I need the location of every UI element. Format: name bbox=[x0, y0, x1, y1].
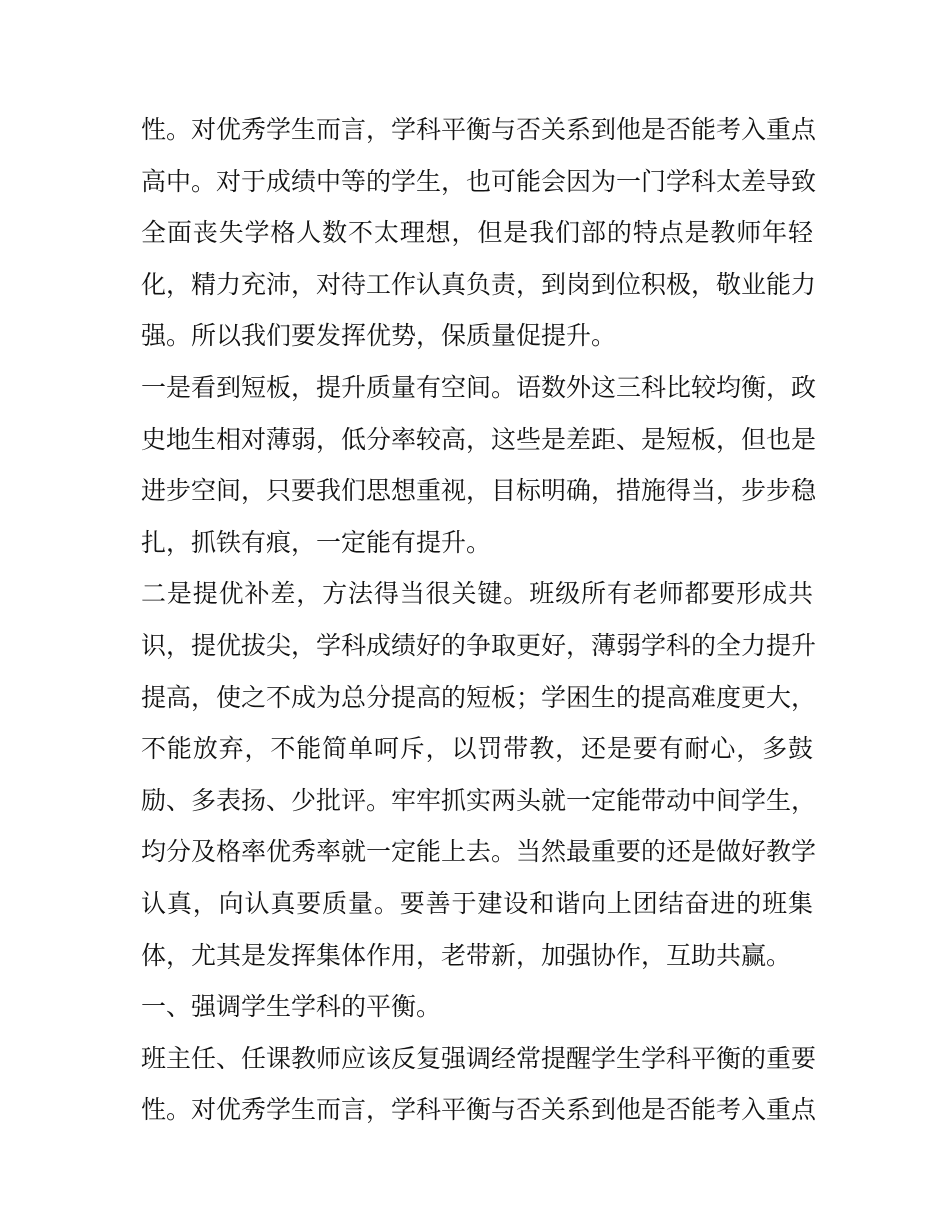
text-line: 全面丧失学格人数不太理想，但是我们部的特点是教师年轻 bbox=[141, 218, 813, 248]
text-line: 一是看到短板，提升质量有空间。语数外这三科比较均衡，政 bbox=[141, 372, 817, 402]
text-line: 进步空间，只要我们思想重视，目标明确，措施得当，步步稳 bbox=[141, 476, 817, 506]
section-heading: 一、强调学生学科的平衡。 bbox=[141, 992, 442, 1022]
text-line: 史地生相对薄弱，低分率较高，这些是差距、是短板，但也是 bbox=[141, 424, 817, 454]
text-line: 均分及格率优秀率就一定能上去。当然最重要的还是做好教学 bbox=[141, 837, 817, 867]
text-line: 体，尤其是发挥集体作用，老带新，加强协作，互助共赢。 bbox=[141, 940, 792, 970]
text-line: 提高，使之不成为总分提高的短板；学困生的提高难度更大， bbox=[141, 682, 817, 712]
text-line: 强。所以我们要发挥优势，保质量促提升。 bbox=[141, 321, 617, 351]
text-line: 二是提优补差，方法得当很关键。班级所有老师都要形成共 bbox=[141, 579, 813, 609]
text-line: 扎，抓铁有痕，一定能有提升。 bbox=[141, 527, 492, 557]
body-text bbox=[141, 104, 817, 1136]
text-line: 化，精力充沛，对待工作认真负责，到岗到位积极，敬业能力 bbox=[141, 269, 817, 299]
text-line: 高中。对于成绩中等的学生，也可能会因为一门学科太差导致 bbox=[141, 166, 817, 196]
text-line: 认真，向认真要质量。要善于建设和谐向上团结奋进的班集 bbox=[141, 888, 813, 918]
text-line: 不能放弃，不能简单呵斥，以罚带教，还是要有耐心，多鼓 bbox=[141, 734, 813, 764]
text-line: 班主任、任课教师应该反复强调经常提醒学生学科平衡的重要 bbox=[141, 1043, 817, 1073]
text-line: 性。对优秀学生而言，学科平衡与否关系到他是否能考入重点 bbox=[141, 115, 817, 144]
text-line: 识，提优拔尖，学科成绩好的争取更好，薄弱学科的全力提升 bbox=[141, 630, 817, 660]
text-line: 性。对优秀学生而言，学科平衡与否关系到他是否能考入重点 bbox=[141, 1095, 817, 1125]
text-line: 励、多表扬、少批评。牢牢抓实两头就一定能带动中间学生， bbox=[141, 785, 817, 815]
